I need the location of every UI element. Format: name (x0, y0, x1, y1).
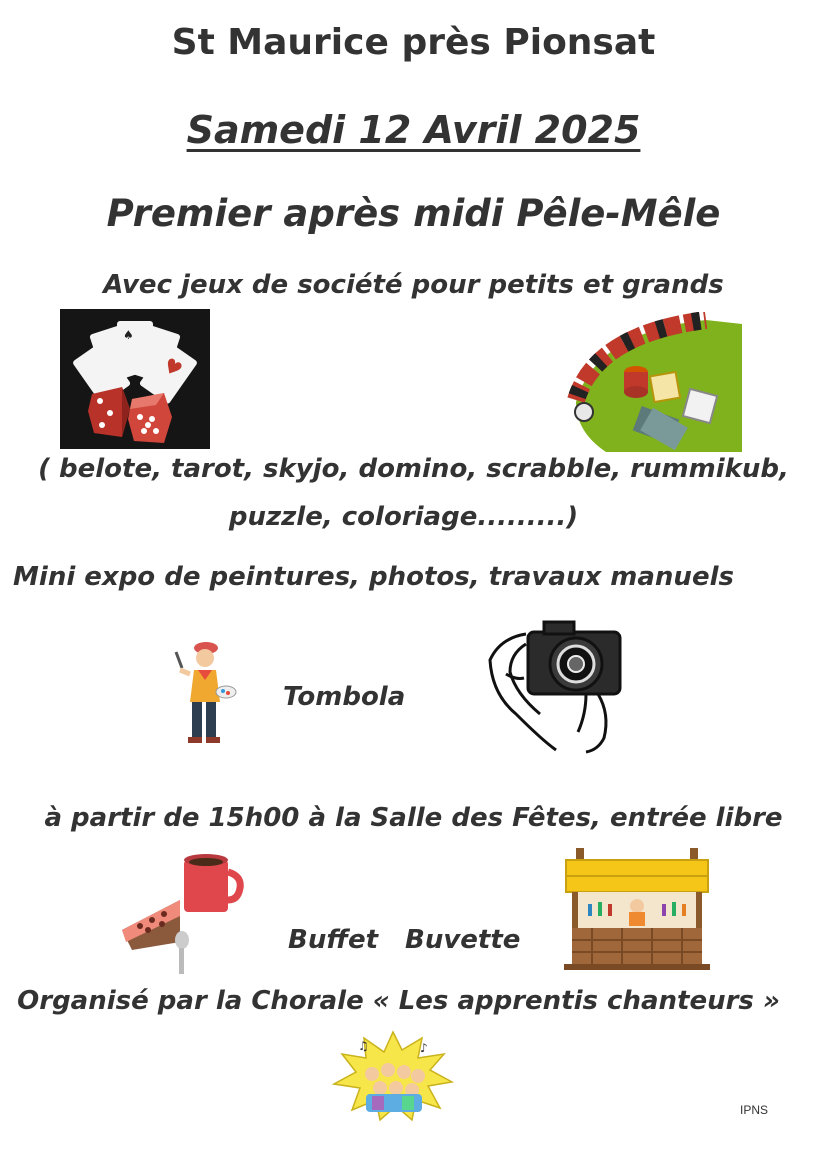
svg-text:♪: ♪ (420, 1041, 428, 1055)
event-title: Premier après midi Pêle-Mêle (106, 192, 721, 235)
svg-text:♫: ♫ (358, 1039, 369, 1053)
ipns-mark: IPNS (740, 1103, 769, 1117)
event-date: Samedi 12 Avril 2025 (186, 108, 641, 152)
games-list-line2: puzzle, coloriage.........) (228, 502, 579, 532)
buffet-label: Buffet (288, 925, 379, 955)
tombola-label: Tombola (283, 682, 406, 712)
organizer-line: Organisé par la Chorale « Les apprentis chanteurs » (17, 986, 780, 1016)
games-list-line1: ( belote, tarot, skyjo, domino, scrabble, rummikub, (38, 454, 789, 484)
svg-text:♠: ♠ (123, 328, 134, 342)
cards-and-dice-icon (60, 309, 210, 449)
subtitle: Avec jeux de société pour petits et grands (103, 270, 724, 300)
painter-icon (172, 640, 238, 750)
choir-icon (332, 1030, 454, 1122)
board-game-icon (566, 312, 742, 452)
coffee-and-cake-icon (118, 850, 244, 980)
camera-hands-icon (486, 614, 626, 754)
expo-line: Mini expo de peintures, photos, travaux manuels (13, 562, 734, 592)
bar-stand-icon (562, 848, 712, 972)
time-place-line: à partir de 15h00 à la Salle des Fêtes, entrée libre (44, 803, 783, 833)
village-title: St Maurice près Pionsat (171, 22, 656, 63)
svg-text:♥: ♥ (159, 352, 187, 383)
buvette-label: Buvette (405, 925, 521, 955)
